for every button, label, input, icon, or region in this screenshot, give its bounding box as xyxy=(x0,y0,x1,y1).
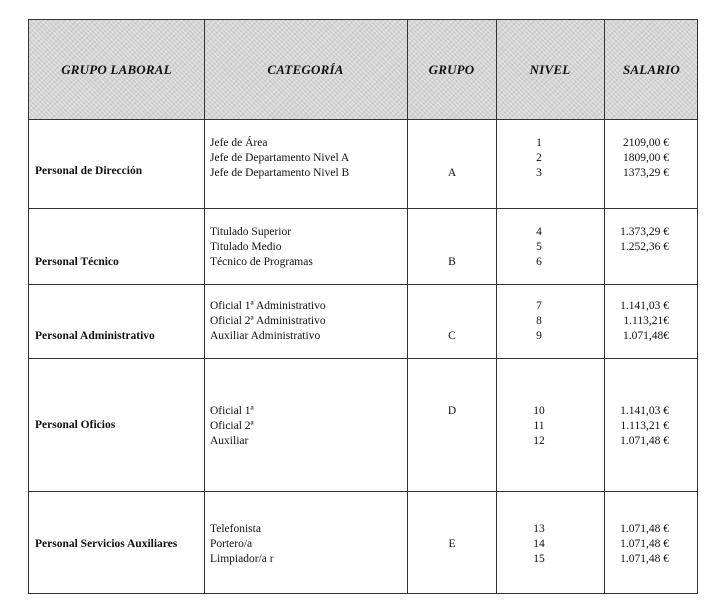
categoria-item: Técnico de Programas xyxy=(210,256,313,268)
grupo-letter: D xyxy=(447,405,457,417)
nivel-item: 3 xyxy=(536,167,542,179)
header-grupo-laboral: GRUPO LABORAL xyxy=(61,61,172,77)
categoria-item: Limpiador/a r xyxy=(210,553,274,565)
salary-table xyxy=(28,19,698,594)
categoria-item: Portero/a xyxy=(210,538,253,550)
salario-item: 1.071,48 € xyxy=(620,523,669,535)
salario-list xyxy=(589,522,669,567)
salario-list xyxy=(589,299,669,344)
categoria-item: Auxiliar Administrativo xyxy=(210,330,321,342)
nivel-item: 2 xyxy=(536,152,542,164)
nivel-item: 9 xyxy=(536,330,542,342)
row-divider xyxy=(29,358,697,359)
nivel-list xyxy=(529,404,549,449)
categoria-item: Oficial 1ª xyxy=(210,405,254,417)
salario-item: 1.113,21€ xyxy=(623,315,669,327)
categoria-list xyxy=(210,299,326,344)
categoria-list xyxy=(210,225,313,270)
salario-item: 1.071,48 € xyxy=(620,538,669,550)
categoria-item: Jefe de Departamento Nivel B xyxy=(210,167,350,179)
salario-list xyxy=(589,136,669,181)
nivel-list xyxy=(529,225,549,270)
grupo-laboral-cell: Personal Oficios xyxy=(35,419,116,431)
nivel-item: 6 xyxy=(536,256,542,268)
header-salario: SALARIO xyxy=(622,61,681,77)
grupo-letter: E xyxy=(448,538,456,550)
grupo-letter: A xyxy=(447,167,457,179)
categoria-item: Oficial 1ª Administrativo xyxy=(210,300,326,312)
salario-item: 1809,00 € xyxy=(623,152,669,164)
salario-item: 1.141,03 € xyxy=(620,405,669,417)
header-categoria: CATEGORÍA xyxy=(267,61,344,77)
salario-list xyxy=(589,225,669,270)
grupo-letter: C xyxy=(448,330,456,342)
grupo-laboral-cell: Personal de Dirección xyxy=(35,165,143,177)
row-divider xyxy=(29,284,697,285)
nivel-item: 1 xyxy=(536,137,542,149)
salario-item: 2109,00 € xyxy=(623,137,669,149)
nivel-item: 7 xyxy=(536,300,542,312)
nivel-item: 13 xyxy=(533,523,545,535)
salario-item: 1.252,36 € xyxy=(620,241,669,253)
nivel-item: 8 xyxy=(536,315,542,327)
row-divider xyxy=(29,208,697,209)
categoria-list xyxy=(210,136,349,181)
nivel-list xyxy=(529,522,549,567)
nivel-item: 10 xyxy=(533,405,545,417)
header-nivel: NIVEL xyxy=(529,61,571,77)
nivel-item: 12 xyxy=(533,435,545,447)
salario-item: 1.141,03 € xyxy=(620,300,669,312)
header-grupo: GRUPO xyxy=(428,61,475,77)
grupo-laboral-cell: Personal Administrativo xyxy=(35,330,155,342)
salario-item: 1.071,48€ xyxy=(623,330,669,342)
salario-item: 1.113,21 € xyxy=(620,420,669,432)
categoria-item: Jefe de Área xyxy=(210,137,268,149)
nivel-item: 11 xyxy=(533,420,545,432)
nivel-item: 5 xyxy=(536,241,542,253)
nivel-list xyxy=(529,299,549,344)
salario-item: 1373,29 € xyxy=(623,167,669,179)
salario-item: 1.071,48 € xyxy=(620,553,669,565)
grupo-laboral-cell: Personal Servicios Auxiliares xyxy=(35,538,178,550)
categoria-item: Oficial 2ª xyxy=(210,420,254,432)
salario-item xyxy=(589,255,669,270)
nivel-item: 4 xyxy=(536,226,542,238)
nivel-item: 15 xyxy=(533,553,545,565)
row-divider xyxy=(29,119,697,120)
categoria-list xyxy=(210,404,254,449)
categoria-item: Auxiliar xyxy=(210,435,249,447)
salario-list xyxy=(589,404,669,449)
nivel-list xyxy=(529,136,549,181)
categoria-item: Telefonista xyxy=(210,523,261,535)
categoria-list xyxy=(210,522,274,567)
grupo-laboral-cell: Personal Técnico xyxy=(35,256,119,268)
salario-item: 1.071,48 € xyxy=(620,435,669,447)
row-divider xyxy=(29,491,697,492)
grupo-letter: B xyxy=(448,256,456,268)
categoria-item: Jefe de Departamento Nivel A xyxy=(210,152,350,164)
categoria-item: Titulado Medio xyxy=(210,241,282,253)
categoria-item: Titulado Superior xyxy=(210,226,292,238)
categoria-item: Oficial 2ª Administrativo xyxy=(210,315,326,327)
nivel-item: 14 xyxy=(533,538,545,550)
salario-item: 1.373,29 € xyxy=(620,226,669,238)
